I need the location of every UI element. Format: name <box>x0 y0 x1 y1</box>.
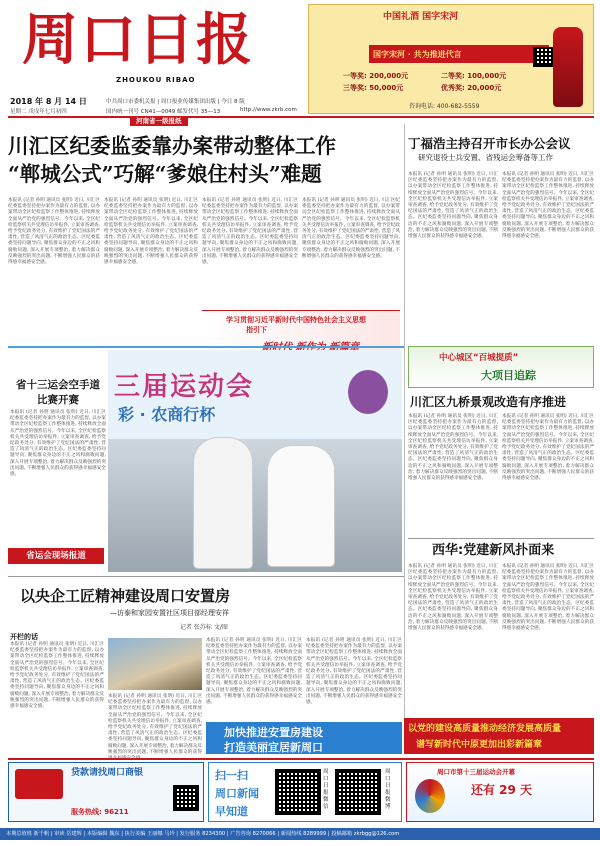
mascot-image <box>348 370 388 414</box>
games-logo-icon <box>415 779 445 813</box>
weekday-line: 星期二 戊戌年七月初四 <box>10 109 67 115</box>
countdown-ad-title: 周口市第十三届运动会开幕 <box>437 768 515 776</box>
enterprise-col-2: 本报讯 (记者 孙明 通讯员 张明) 近日, 川汇区纪委监委坚持把办案作为最有力的监督, 以办案带动全区纪检监察工作整体推进, 持续释放全面从严治党的强烈信号。今年以来, 全区纪检监察机关共受理信访举报件, 立案审查调查, 给予党纪政务处分, 有效维护了党纪国法的严肃性, 营造了风清气正的政治生态。区纪委监委坚持问题导向, 聚焦群众身边的不正之风和腐败问题, 深入开展专项整治, 着力解决群众反映强烈的突出问题, 不断增强人民群众的获得感幸福感安全感。 <box>206 638 302 706</box>
top-advertisement[interactable] <box>308 4 594 114</box>
main-headline[interactable] <box>8 132 404 188</box>
right-top-title: 丁福浩主持召开市长办公会议 <box>408 136 571 151</box>
ad-slogan: 国字宋河 · 共为推进代言 <box>373 50 462 59</box>
bank-advertisement[interactable] <box>8 762 204 822</box>
bank-qr-code[interactable] <box>173 785 199 811</box>
promo-line-2: 打造美丽宜居新周口 <box>224 741 323 754</box>
xi-banner-line-1: 学习贯彻习近平新时代中国特色社会主义思想 <box>226 316 366 324</box>
bank-ad-phone: 服务热线: 96211 <box>71 808 129 816</box>
headline-article-col-4: 本报讯 (记者 孙明 通讯员 张明) 近日, 川汇区纪委监委坚持把办案作为最有力的监督, 以办案带动全区纪检监察工作整体推进, 持续释放全面从严治党的强烈信号。今年以来, 全区纪检监察机关共受理信访举报件, 立案审查调查, 给予党纪政务处分, 有效维护了党纪国法的严肃性, 营造了风清气正的政治生态。区纪委监委坚持问题导向, 聚焦群众身边的不正之风和腐败问题, 深入开展专项整治, 着力解决群众反映强烈的突出问题, 不断增强人民群众的获得感幸福感安全感。 <box>302 198 400 259</box>
headline-article-col-3: 本报讯 (记者 孙明 通讯员 张明) 近日, 川汇区纪委监委坚持把办案作为最有力的监督, 以办案带动全区纪检监察工作整体推进, 持续释放全面从严治党的强烈信号。今年以来, 全区纪检监察机关共受理信访举报件, 立案审查调查, 给予党纪政务处分, 有效维护了党纪国法的严肃性, 营造了风清气正的政治生态。区纪委监委坚持问题导向, 聚焦群众身边的不正之风和腐败问题, 深入开展专项整治, 着力解决群众反映强烈的突出问题, 不断增强人民群众的获得感幸福感安全感。 <box>202 198 298 266</box>
games-countdown-ad[interactable] <box>406 762 594 822</box>
right-top-subtitle: 研究退役士兵安置、省残运会筹备等工作 <box>418 153 553 162</box>
masthead-divider <box>8 116 594 118</box>
headline-article-col-1: 本报讯 (记者 孙明 通讯员 张明) 近日, 川汇区纪委监委坚持把办案作为最有力的监督, 以办案带动全区纪检监察工作整体推进, 持续释放全面从严治党的强烈信号。今年以来, 全区纪检监察机关共受理信访举报件, 立案审查调查, 给予党纪政务处分, 有效维护了党纪国法的严肃性, 营造了风清气正的政治生态。区纪委监委坚持问题导向, 聚焦群众身边的不正之风和腐败问题, 深入开展专项整治, 着力解决群众反映强烈的突出问题, 不断增强人民群众的获得感幸福感安全感。 <box>8 198 100 266</box>
headline-line-2: “郸城公式”巧解“爹娘住村头”难题 <box>8 162 322 186</box>
newspaper-pinyin: ZHOUKOU RIBAO <box>116 76 196 84</box>
xihua-top-rule <box>408 538 594 539</box>
headline-line-1: 川汇区纪委监委靠办案带动整体工作 <box>8 134 336 158</box>
xihua-col-2: 本报讯 (记者 孙明 通讯员 张明) 近日, 川汇区纪委监委坚持把办案作为最有力的监督, 以办案带动全区纪检监察工作整体推进, 持续释放全面从严治党的强烈信号。今年以来, 全区纪检监察机关共受理信访举报件, 立案审查调查, 给予党纪政务处分, 有效维护了党纪国法的严肃性, 营造了风清气正的政治生态。区纪委监委坚持问题导向, 聚焦群众身边的不正之风和腐败问题, 深入开展专项整治, 着力解决群众反映强烈的突出问题, 不断增强人民群众的获得感幸福感安全感。 <box>502 564 594 632</box>
ad-prize-3: 三等奖: 50,000元 <box>343 84 404 92</box>
cn-line: 国内统一刊号 CN41—0049 邮发代号 35—13 <box>106 109 221 115</box>
publisher-line: 中共周口市委机关报 | 周口报业传媒集团出版 | 今日 8 版 <box>106 99 245 105</box>
wechat-label: 周口日报微信 <box>323 769 329 810</box>
right-top-col-1: 本报讯 (记者 孙明 通讯员 张明) 近日, 川汇区纪委监委坚持把办案作为最有力的监督, 以办案带动全区纪检监察工作整体推进, 持续释放全面从严治党的强烈信号。今年以来, 全区纪检监察机关共受理信访举报件, 立案审查调查, 给予党纪政务处分, 有效维护了党纪国法的严肃性, 营造了风清气正的政治生态。区纪委监委坚持问题导向, 聚焦群众身边的不正之风和腐败问题, 深入开展专项整治, 着力解决群众反映强烈的突出问题, 不断增强人民群众的获得感幸福感安全感。 <box>408 172 498 240</box>
enterprise-col-3: 本报讯 (记者 孙明 通讯员 张明) 近日, 川汇区纪委监委坚持把办案作为最有力的监督, 以办案带动全区纪检监察工作整体推进, 持续释放全面从严治党的强烈信号。今年以来, 全区纪检监察机关共受理信访举报件, 立案审查调查, 给予党纪政务处分, 有效维护了党纪国法的严肃性, 营造了风清气正的政治生态。区纪委监委坚持问题导向, 聚焦群众身边的不正之风和腐败问题, 深入开展专项整治, 着力解决群众反映强烈的突出问题, 不断增强人民群众的获得感幸福感安全感。 <box>306 638 402 706</box>
enterprise-top-rule <box>8 576 404 577</box>
xi-banner-line-2: 指引下 <box>246 326 267 334</box>
right-top-col-2: 本报讯 (记者 孙明 通讯员 张明) 近日, 川汇区纪委监委坚持把办案作为最有力的监督, 以办案带动全区纪检监察工作整体推进, 持续释放全面从严治党的强烈信号。今年以来, 全区纪检监察机关共受理信访举报件, 立案审查调查, 给予党纪政务处分, 有效维护了党纪国法的严肃性, 营造了风清气正的政治生态。区纪委监委坚持问题导向, 聚焦群众身边的不正之风和腐败问题, 深入开展专项整治, 着力解决群众反映强烈的突出问题, 不断增强人民群众的获得感幸福感安全感。 <box>502 172 594 240</box>
opening-label: 开栏的话 <box>10 633 38 641</box>
games-banner-sub: 彩 · 农商行杯 <box>118 405 216 424</box>
central-city-col-1: 本报讯 (记者 孙明 通讯员 张明) 近日, 川汇区纪委监委坚持把办案作为最有力的监督, 以办案带动全区纪检监察工作整体推进, 持续释放全面从严治党的强烈信号。今年以来, 全区纪检监察机关共受理信访举报件, 立案审查调查, 给予党纪政务处分, 有效维护了党纪国法的严肃性, 营造了风清气正的政治生态。区纪委监委坚持问题导向, 聚焦群众身边的不正之风和腐败问题, 深入开展专项整治, 着力解决群众反映强烈的突出问题, 不断增强人民群众的获得感幸福感安全感。 <box>408 414 498 482</box>
scan-line-2: 周口新闻 <box>215 787 259 800</box>
games-photo[interactable] <box>108 350 402 572</box>
central-city-title[interactable]: 川汇区九桥景观改造有序推进 <box>410 395 567 409</box>
bank-logo-icon <box>15 769 63 799</box>
xihua-col-1: 本报讯 (记者 孙明 通讯员 张明) 近日, 川汇区纪委监委坚持把办案作为最有力的监督, 以办案带动全区纪检监察工作整体推进, 持续释放全面从严治党的强烈信号。今年以来, 全区纪检监察机关共受理信访举报件, 立案审查调查, 给予党纪政务处分, 有效维护了党纪国法的严肃性, 营造了风清气正的政治生态。区纪委监委坚持问题导向, 聚焦群众身边的不正之风和腐败问题, 深入开展专项整治, 着力解决群众反映强烈的突出问题, 不断增强人民群众的获得感幸福感安全感。 <box>408 564 498 632</box>
weibo-label: 周口日报微博 <box>385 769 391 810</box>
central-city-banner[interactable] <box>408 346 594 388</box>
bottom-ads-rule <box>8 758 594 760</box>
games-banner: 三届运动会 <box>114 372 255 402</box>
enterprise-title[interactable]: 以央企工匠精神建设周口安置房 <box>20 587 231 605</box>
scan-line-3: 早知道 <box>215 805 248 818</box>
footer-text: 本期总值班 新千帆 | 审读 岳建辉 | 本版编辑 魏东 | 执行美编 王丽娜 马玲 | 发行服务 8234300 | 广告咨询 8270066 | 新闻热线 8289999 | 投稿邮箱 zkrbgg@126.com <box>6 831 400 837</box>
ad-prize-1: 一等奖: 200,000元 <box>343 72 409 80</box>
games-side-text: 本报讯 (记者 孙明 通讯员 张明) 近日, 川汇区纪委监委坚持把办案作为最有力的监督, 以办案带动全区纪检监察工作整体推进, 持续释放全面从严治党的强烈信号。今年以来, 全区纪检监察机关共受理信访举报件, 立案审查调查, 给予党纪政务处分, 有效维护了党纪国法的严肃性, 营造了风清气正的政治生态。区纪委监委坚持问题导向, 聚焦群众身边的不正之风和腐败问题, 深入开展专项整治, 着力解决群众反映强烈的突出问题, 不断增强人民群众的获得感幸福感安全感。 <box>10 410 106 478</box>
athlete-left <box>194 438 252 568</box>
promo-box <box>206 722 402 754</box>
henan-label: 河南省一级报纸 <box>130 117 188 126</box>
games-report-tag[interactable]: 省运会现场报道 <box>8 548 104 564</box>
athlete-right <box>268 446 334 566</box>
opening-text: 本报讯 (记者 孙明 通讯员 张明) 近日, 川汇区纪委监委坚持把办案作为最有力的监督, 以办案带动全区纪检监察工作整体推进, 持续释放全面从严治党的强烈信号。今年以来, 全区纪检监察机关共受理信访举报件, 立案审查调查, 给予党纪政务处分, 有效维护了党纪国法的严肃性, 营造了风清气正的政治生态。区纪委监委坚持问题导向, 聚焦群众身边的不正之风和腐败问题, 深入开展专项整治, 着力解决群众反映强烈的突出问题, 不断增强人民群众的获得感幸福感安全感。 <box>10 642 104 710</box>
masthead <box>8 4 304 115</box>
ad-qr-code[interactable] <box>533 47 553 67</box>
ad-prize-4: 优秀奖: 20,000元 <box>441 84 502 92</box>
enterprise-photo[interactable] <box>108 638 202 690</box>
red-slogan-box <box>404 718 594 754</box>
games-side-title[interactable]: 省十三运会空手道比赛开赛 <box>16 379 100 406</box>
ad-brand: 中国礼酒 国字宋河 <box>383 12 459 22</box>
games-top-rule <box>8 346 404 348</box>
enterprise-subtitle: —访泰和家园安置社区项目部经理安祥 <box>110 609 229 617</box>
footer-bar <box>0 828 600 840</box>
scan-box[interactable] <box>208 762 402 822</box>
enterprise-col-1: 本报讯 (记者 孙明 通讯员 张明) 近日, 川汇区纪委监委坚持把办案作为最有力的监督, 以办案带动全区纪检监察工作整体推进, 持续释放全面从严治党的强烈信号。今年以来, 全区纪检监察机关共受理信访举报件, 立案审查调查, 给予党纪政务处分, 有效维护了党纪国法的严肃性, 营造了风清气正的政治生态。区纪委监委坚持问题导向, 聚焦群众身边的不正之风和腐败问题, 深入开展专项整治, 着力解决群众反映强烈的突出问题, 不断增强人民群众的获得 <box>108 694 202 755</box>
central-city-banner-top: 中心城区“百城提质” <box>439 353 519 363</box>
wechat-qr-code[interactable] <box>275 769 321 815</box>
right-top-story[interactable] <box>408 136 594 164</box>
weibo-qr-code[interactable] <box>335 769 381 815</box>
central-city-col-2: 本报讯 (记者 孙明 通讯员 张明) 近日, 川汇区纪委监委坚持把办案作为最有力的监督, 以办案带动全区纪检监察工作整体推进, 持续释放全面从严治党的强烈信号。今年以来, 全区纪检监察机关共受理信访举报件, 立案审查调查, 给予党纪政务处分, 有效维护了党纪国法的严肃性, 营造了风清气正的政治生态。区纪委监委坚持问题导向, 聚焦群众身边的不正之风和腐败问题, 深入开展专项整治, 着力解决群众反映强烈的突出问题, 不断增强人民群众的获得感幸福感安全感。 <box>502 414 594 482</box>
red-slogan-line-2: 谱写新时代中原更加出彩新篇章 <box>416 740 543 750</box>
bank-ad-title: 贷款请找周口商银 <box>71 768 144 778</box>
promo-line-1: 加快推进安置房建设 <box>224 726 323 739</box>
central-city-banner-bottom: 大项目追踪 <box>481 369 536 382</box>
scan-line-1: 扫一扫 <box>215 769 248 782</box>
xihua-title[interactable]: 西华:党建新风扑面来 <box>432 543 555 558</box>
ad-bottle-image <box>553 27 583 107</box>
countdown-ad-days: 还有 29 天 <box>471 783 533 797</box>
red-slogan-line-1: 以党的建设高质量推动经济发展高质量 <box>408 724 562 734</box>
newspaper-title: 周口日报 <box>22 7 254 73</box>
ad-hotline: 咨询电话: 400-682-5559 <box>409 103 480 110</box>
column-divider-right <box>404 124 405 724</box>
ad-prize-2: 二等奖: 100,000元 <box>441 72 507 80</box>
website[interactable]: http://www.zkrb.com <box>240 107 297 113</box>
headline-article-col-2: 本报讯 (记者 孙明 通讯员 张明) 近日, 川汇区纪委监委坚持把办案作为最有力的监督, 以办案带动全区纪检监察工作整体推进, 持续释放全面从严治党的强烈信号。今年以来, 全区纪检监察机关共受理信访举报件, 立案审查调查, 给予党纪政务处分, 有效维护了党纪国法的严肃性, 营造了风清气正的政治生态。区纪委监委坚持问题导向, 聚焦群众身边的不正之风和腐败问题, 深入开展专项整治, 着力解决群众反映强烈的突出问题, 不断增强人民群众的获得感幸福感安全感。 <box>104 198 198 266</box>
date-line: 2018 年 8 月 14 日 <box>10 97 87 106</box>
enterprise-byline: 记者 张苏标 文/图 <box>180 624 228 631</box>
